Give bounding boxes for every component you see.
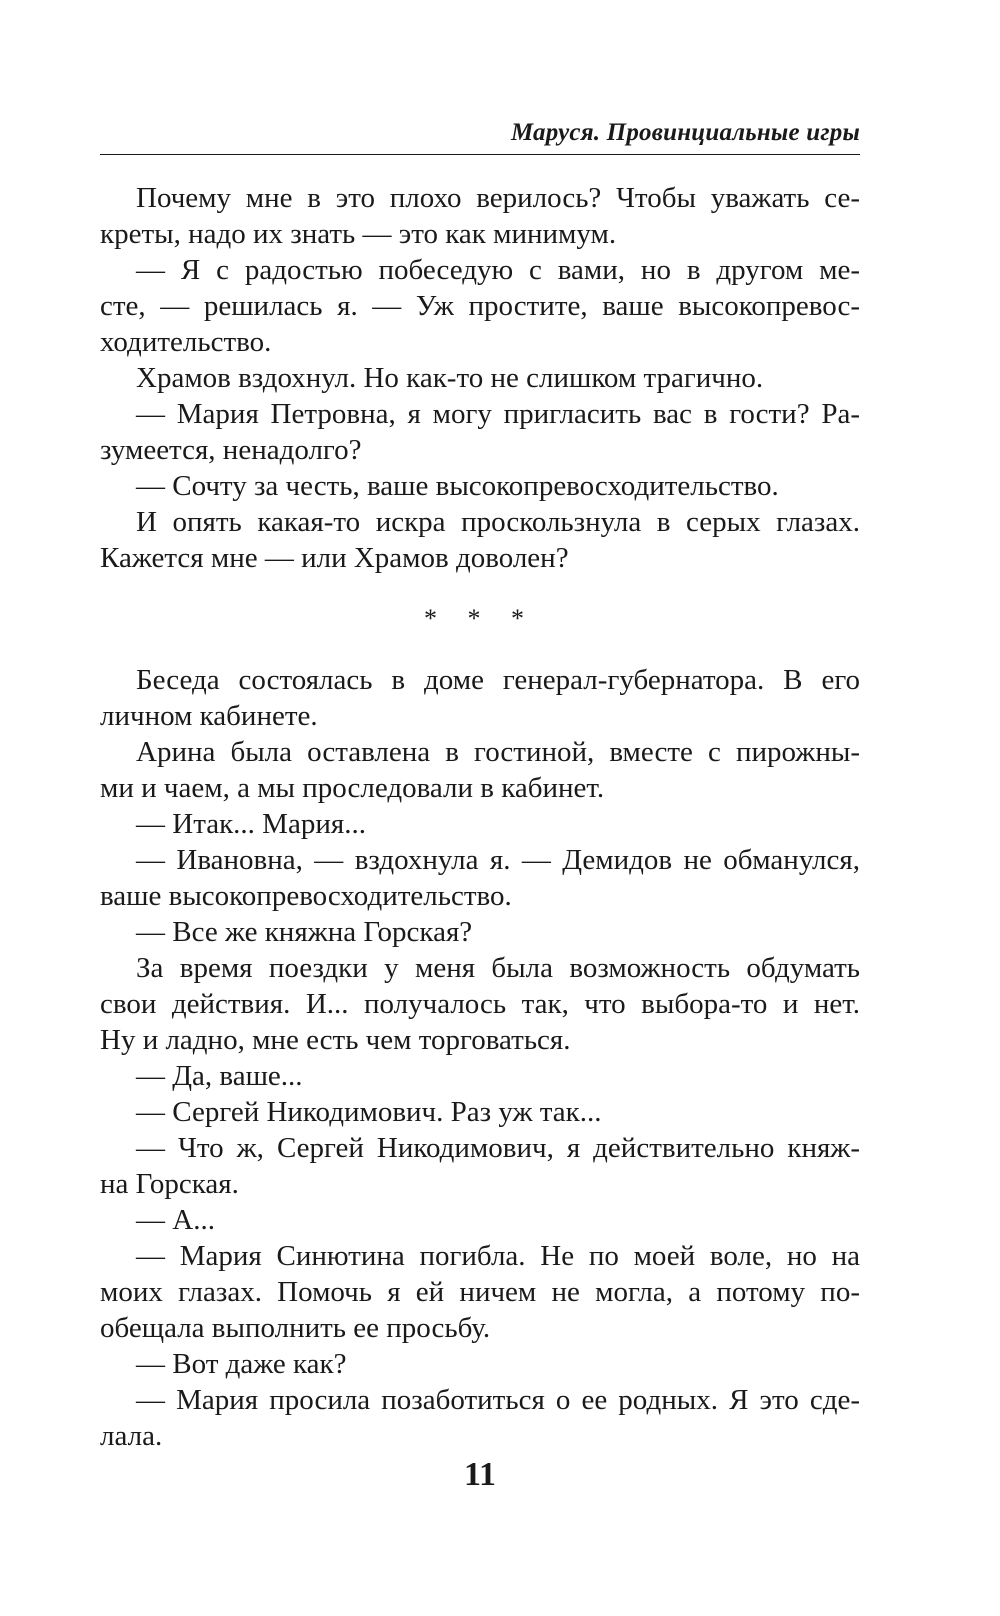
text-line: свои действия. И... получалось так, что выбора-то и нет.: [100, 988, 860, 1020]
text-line: — Я с радостью побеседую с вами, но в другом ме-: [136, 254, 860, 286]
text-line: креты, надо их знать — это как минимум.: [100, 218, 617, 250]
text-line: — Все же княжна Горская?: [136, 916, 473, 948]
text-line: — Мария Петровна, я могу пригласить вас в гости? Ра-: [136, 398, 860, 430]
text-line: — А...: [136, 1204, 215, 1236]
text-line: — Мария просила позаботиться о ее родных. Я это сде-: [136, 1384, 860, 1416]
text-line: И опять какая-то искра проскользнула в серых глазах.: [136, 506, 860, 538]
text-line: зумеется, ненадолго?: [100, 434, 362, 466]
text-line: ходительство.: [100, 326, 272, 358]
text-line: — Мария Синютина погибла. Не по моей воле, но на: [136, 1240, 860, 1272]
text-line: ваше высокопревосходительство.: [100, 880, 512, 912]
text-line: Почему мне в это плохо верилось? Чтобы уважать се-: [136, 182, 860, 214]
text-line: моих глазах. Помочь я ей ничем не могла, а потому по-: [100, 1276, 860, 1308]
text-line: — Ивановна, — вздохнула я. — Демидов не обманулся,: [136, 844, 860, 876]
text-line: обещала выполнить ее просьбу.: [100, 1312, 491, 1344]
text-line: — Да, ваше...: [136, 1060, 303, 1092]
text-line: ми и чаем, а мы проследовали в кабинет.: [100, 772, 605, 804]
text-line: Беседа состоялась в доме генерал-губернатора. В его: [136, 664, 860, 696]
text-line: Арина была оставлена в гостиной, вместе с пирожны-: [136, 736, 860, 768]
page-number: 11: [463, 1456, 497, 1493]
text-line: Кажется мне — или Храмов доволен?: [100, 542, 569, 574]
text-line: — Вот даже как?: [136, 1348, 347, 1380]
text-line: — Сергей Никодимович. Раз уж так...: [136, 1096, 602, 1128]
section-separator: * * *: [424, 604, 536, 633]
text-line: Ну и ладно, мне есть чем торговаться.: [100, 1024, 571, 1056]
text-line: Храмов вздохнул. Но как-то не слишком трагично.: [136, 362, 764, 394]
text-line: — Что ж, Сергей Никодимович, я действительно княж-: [136, 1132, 860, 1164]
text-line: — Сочту за честь, ваше высокопревосходительство.: [136, 470, 779, 502]
text-line: на Горская.: [100, 1168, 239, 1200]
header-rule: [100, 154, 860, 155]
text-line: сте, — решилась я. — Уж простите, ваше высокопревос-: [100, 290, 860, 322]
running-head-title: Маруся. Провинциальные игры: [510, 119, 860, 146]
text-line: За время поездки у меня была возможность обдумать: [136, 952, 860, 984]
page-text: [100, 180, 860, 1454]
text-line: — Итак... Мария...: [136, 808, 366, 840]
text-line: личном кабинете.: [100, 700, 318, 732]
text-line: лала.: [100, 1420, 163, 1452]
